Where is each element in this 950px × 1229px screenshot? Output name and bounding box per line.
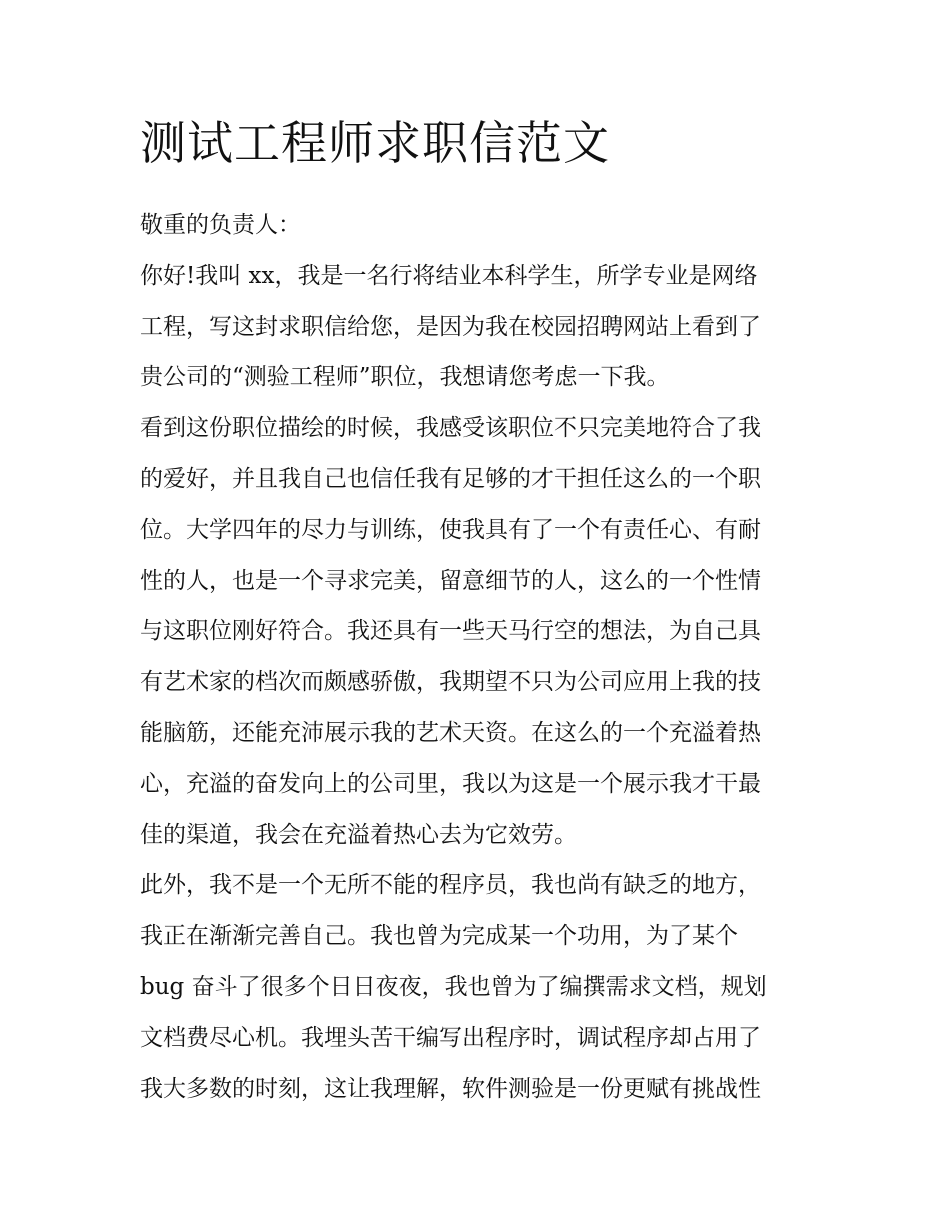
text-line: 心，充溢的奋发向上的公司里，我以为这是一个展示我才干最 <box>140 770 761 797</box>
text-line: 性的人，也是一个寻求完美，留意细节的人，这么的一个性情 <box>140 567 761 594</box>
text-line: 佳的渠道，我会在充溢着热心去为它效劳。 <box>140 821 577 848</box>
text-line: 能脑筋，还能充沛展示我的艺术天资。在这么的一个充溢着热 <box>140 719 761 746</box>
document-title: 测试工程师求职信范文 <box>140 116 610 170</box>
text-line: 的爱好，并且我自己也信任我有足够的才干担任这么的一个职 <box>140 465 761 492</box>
text-line: 有艺术家的档次而颇感骄傲，我期望不只为公司应用上我的技 <box>140 669 761 696</box>
text-line: 与这职位刚好符合。我还具有一些天马行空的想法，为自己具 <box>140 618 761 645</box>
text-line: 工程，写这封求职信给您，是因为我在校园招聘网站上看到了 <box>140 313 761 340</box>
text-line: 文档费尽心机。我埋头苦干编写出程序时，调试程序却占用了 <box>140 1024 761 1051</box>
text-line: 位。大学四年的尽力与训练，使我具有了一个有责任心、有耐 <box>140 516 761 543</box>
text-line: 看到这份职位描绘的时候，我感受该职位不只完美地符合了我 <box>140 415 761 442</box>
text-line: 此外，我不是一个无所不能的程序员，我也尚有缺乏的地方， <box>140 872 761 899</box>
text-line: 贵公司的“测验工程师”职位，我想请您考虑一下我。 <box>140 364 670 391</box>
text-line: 我正在渐渐完善自己。我也曾为完成某一个功用，为了某个 <box>140 923 738 950</box>
text-line: 你好!我叫 xx，我是一名行将结业本科学生，所学专业是网络 <box>140 262 758 289</box>
document-page <box>140 110 815 1114</box>
text-line: 我大多数的时刻，这让我理解，软件测验是一份更赋有挑战性 <box>140 1075 761 1102</box>
salutation: 敬重的负责人： <box>140 212 301 238</box>
text-line: bug 奋斗了很多个日日夜夜，我也曾为了编撰需求文档，规划 <box>140 973 767 1000</box>
document-body <box>140 200 815 1114</box>
